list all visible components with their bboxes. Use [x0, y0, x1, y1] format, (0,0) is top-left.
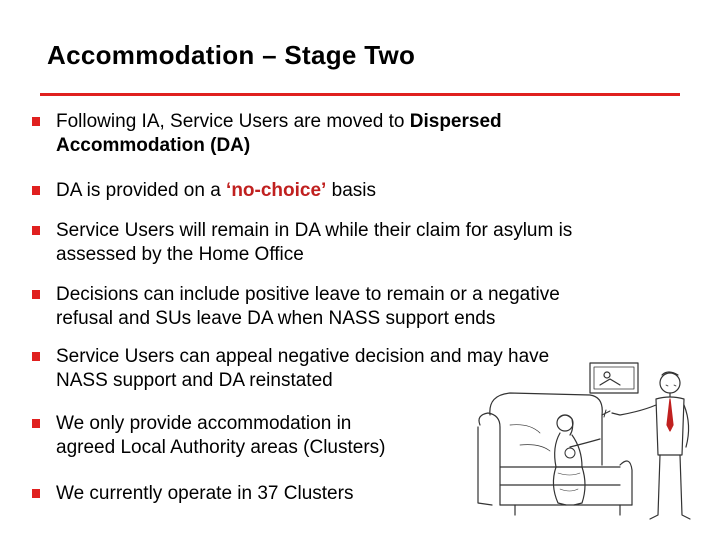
bullet-4-line-2: refusal and SUs leave DA when NASS support ends — [56, 308, 496, 329]
bullet-square-icon — [32, 117, 40, 126]
bullet-5-line-1: Service Users can appeal negative decision and may have — [56, 346, 550, 367]
bullet-item-3 — [56, 219, 666, 267]
bullet-3-line-1: Service Users will remain in DA while their claim for asylum is — [56, 220, 573, 241]
bullet-2-after: basis — [326, 180, 376, 201]
bullet-square-icon — [32, 419, 40, 428]
bullet-5-line-2: NASS support and DA reinstated — [56, 370, 333, 391]
bullet-square-icon — [32, 290, 40, 299]
bullet-1-line-2: Accommodation (DA) — [56, 135, 251, 156]
bullet-2-before: DA is provided on a — [56, 180, 227, 201]
bullet-7-line-1: We currently operate in 37 Clusters — [56, 483, 354, 504]
bullet-6-line-1: We only provide accommodation in — [56, 413, 352, 434]
bullet-6-line-2: agreed Local Authority areas (Clusters) — [56, 437, 386, 458]
bullet-item-4 — [56, 283, 666, 331]
slide-title: Accommodation – Stage Two — [47, 40, 416, 70]
bullet-item-1 — [56, 110, 666, 158]
bullet-2-line-1 — [56, 179, 666, 203]
standing-man-icon — [602, 372, 690, 519]
bullet-1-text: Following IA, Service Users are moved to — [56, 111, 410, 132]
bullet-2-quoted: ‘no-choice’ — [226, 180, 327, 201]
bullet-3-line-2: assessed by the Home Office — [56, 244, 304, 265]
bullet-1-bold: Dispersed — [409, 111, 502, 132]
bullet-square-icon — [32, 186, 40, 195]
bullet-4-line-1: Decisions can include positive leave to remain or a negative — [56, 284, 560, 305]
family-on-sofa-sketch-icon — [470, 355, 720, 540]
wall-picture-icon — [590, 363, 638, 393]
seated-woman-icon — [553, 415, 600, 505]
bullet-square-icon — [32, 352, 40, 361]
bullet-item-2 — [56, 179, 666, 203]
bullet-square-icon — [32, 489, 40, 498]
bullet-1-line-1 — [56, 110, 666, 134]
bullet-square-icon — [32, 226, 40, 235]
